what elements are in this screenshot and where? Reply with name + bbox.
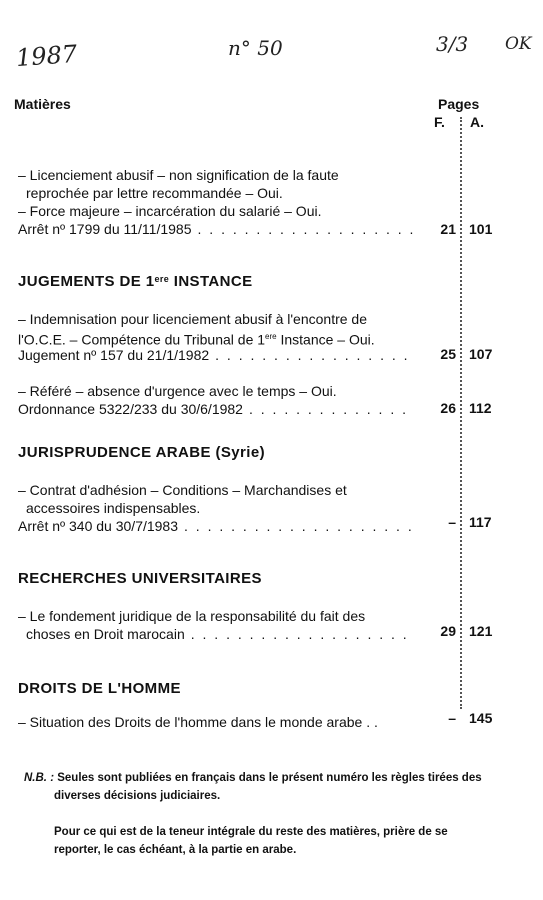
pages-heading: Pages bbox=[438, 96, 480, 112]
section-title-suffix: (Syrie) bbox=[210, 444, 265, 461]
matieres-heading: Matières bbox=[14, 96, 71, 112]
entry-contrat-adhesion bbox=[18, 481, 414, 535]
entry-line: – Indemnisation pour licenciement abusif à l'encontre de bbox=[18, 311, 367, 327]
entry-text-end: Instance – Oui. bbox=[276, 331, 375, 348]
entry-line: – Référé – absence d'urgence avec le temps – Oui. bbox=[18, 383, 337, 399]
superscript: ere bbox=[265, 332, 277, 341]
column-a-heading: A. bbox=[470, 114, 484, 130]
section-recherches: RECHERCHES UNIVERSITAIRES bbox=[18, 570, 262, 587]
page-f: 25 bbox=[440, 346, 456, 362]
handwritten-fraction: 3/3 bbox=[436, 32, 469, 56]
entry-line: – Licenciement abusif – non signification de la faute bbox=[18, 167, 339, 183]
entry-reference: choses en Droit marocain bbox=[26, 626, 185, 642]
nb-label: N.B. : bbox=[24, 772, 55, 784]
handwritten-ok: OK bbox=[505, 34, 532, 54]
entry-line: reprochée par lettre recommandée – Oui. bbox=[26, 185, 283, 201]
entry-line: accessoires indispensables. bbox=[26, 500, 201, 516]
nb-text: Seules sont publiées en français dans le présent numéro les règles tirées des bbox=[57, 772, 482, 784]
dot-leader bbox=[198, 220, 414, 238]
dot-leader bbox=[215, 346, 414, 364]
entry-line: – Le fondement juridique de la responsabilité du fait des bbox=[18, 608, 366, 624]
page-a: 117 bbox=[469, 514, 492, 530]
entry-reference-line bbox=[18, 346, 414, 364]
entry-refere bbox=[18, 382, 414, 418]
entry-indemnisation bbox=[18, 310, 414, 364]
entry-reference: Arrêt nº 1799 du 11/11/1985 bbox=[18, 221, 192, 237]
dot-leader bbox=[249, 400, 414, 418]
entry-text: l'O.C.E. – Compétence du Tribunal de 1 bbox=[18, 331, 266, 348]
page-a: 121 bbox=[469, 623, 493, 639]
page-f: – bbox=[448, 514, 456, 530]
entry-reference-line bbox=[18, 517, 414, 535]
nb-note bbox=[24, 769, 482, 859]
page-f: 26 bbox=[440, 400, 456, 416]
section-title-end: INSTANCE bbox=[169, 273, 253, 290]
nb-line: reporter, le cas échéant, à la partie en arabe. bbox=[54, 844, 297, 856]
entry-situation-droits bbox=[18, 713, 378, 731]
page-f: 21 bbox=[440, 221, 456, 237]
nb-line: Pour ce qui est de la teneur intégrale du reste des matières, prière de se bbox=[54, 826, 448, 838]
entry-line bbox=[18, 328, 414, 346]
handwritten-year: 1987 bbox=[15, 39, 78, 73]
section-jugements bbox=[18, 273, 253, 290]
page-f: 29 bbox=[440, 623, 456, 639]
nb-line bbox=[24, 769, 482, 787]
page-a: 145 bbox=[469, 710, 493, 726]
page-f: – bbox=[448, 710, 456, 726]
entry-line: – Force majeure – incarcération du salarié – Oui. bbox=[18, 203, 322, 219]
entry-licenciement bbox=[18, 166, 414, 238]
entry-reference: Ordonnance 5322/233 du 30/6/1982 bbox=[18, 401, 243, 417]
entry-reference-line bbox=[18, 220, 414, 238]
section-droits-homme: DROITS DE L'HOMME bbox=[18, 680, 181, 697]
entry-reference-line bbox=[18, 625, 414, 643]
section-title: JUGEMENTS DE 1 bbox=[18, 273, 155, 290]
section-jurisprudence-arabe bbox=[18, 444, 265, 461]
entry-reference: Jugement nº 157 du 21/1/1982 bbox=[18, 347, 210, 363]
entry-reference: – Situation des Droits de l'homme dans le monde arabe . . bbox=[18, 714, 378, 730]
column-f-heading: F. bbox=[434, 114, 445, 130]
page-a: 101 bbox=[469, 221, 493, 237]
section-title: JURISPRUDENCE ARABE bbox=[18, 444, 211, 461]
entry-fondement-juridique bbox=[18, 607, 414, 643]
handwritten-number: n° 50 bbox=[228, 36, 283, 60]
entry-reference: Arrêt nº 340 du 30/7/1983 bbox=[18, 518, 179, 534]
dot-leader bbox=[191, 625, 414, 643]
dot-leader bbox=[184, 517, 414, 535]
superscript: ere bbox=[154, 274, 170, 284]
entry-line: – Contrat d'adhésion – Conditions – Marchandises et bbox=[18, 482, 347, 498]
page-a: 107 bbox=[469, 346, 493, 362]
nb-line: diverses décisions judiciaires. bbox=[54, 790, 221, 802]
entry-reference-line bbox=[18, 400, 414, 418]
column-separator bbox=[460, 117, 462, 709]
page-a: 112 bbox=[469, 400, 492, 416]
